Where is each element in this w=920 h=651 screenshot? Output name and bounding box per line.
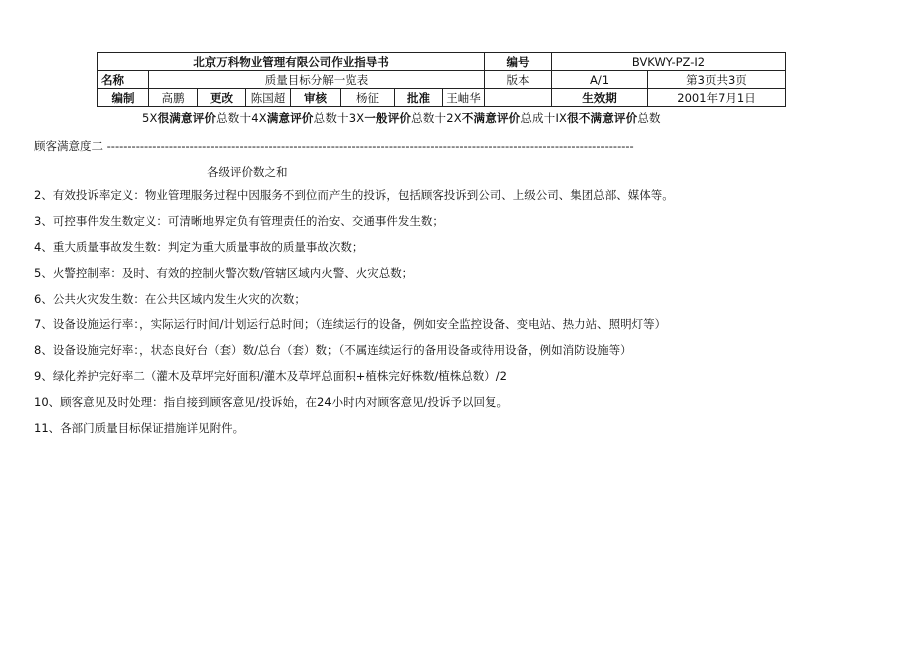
formula-part: 总数十2X — [411, 111, 462, 125]
name-label: 名称 — [98, 71, 149, 89]
code-value: BVKWY-PZ-I2 — [552, 53, 786, 71]
header-row-3 — [98, 89, 786, 107]
definitions-list — [34, 188, 894, 447]
approve-label: 批准 — [395, 89, 443, 107]
formula-bold: 不满意评价 — [461, 111, 521, 125]
effective-value: 2001年7月1日 — [648, 89, 786, 107]
approve-value: 王岫华 — [443, 89, 485, 107]
list-item: 3、可控事件发生数定义：可清晰地界定负有管理责任的治安、交通事件发生数； — [34, 213, 444, 228]
review-value: 杨征 — [341, 89, 395, 107]
list-item: 7、设备设施运行率：，实际运行时间/计划运行总时间；（连续运行的设备，例如安全监控设备、变电站、热力站、照明灯等） — [34, 317, 667, 332]
effective-label: 生效期 — [552, 89, 648, 107]
formula-part: 5X — [142, 111, 158, 125]
formula-bold: 很满意评价 — [157, 111, 217, 125]
document-header-table — [97, 52, 786, 107]
list-item: 10、顾客意见及时处理：指自接到顾客意见/投诉始，在24小时内对顾客意见/投诉予以回复。 — [34, 395, 509, 410]
code-label: 编号 — [485, 53, 552, 71]
version-value: A/1 — [552, 71, 648, 89]
formula-denominator: 各级评价数之和 — [207, 165, 288, 179]
formula-part: 总数十4X — [216, 111, 267, 125]
name-value: 质量目标分解一览表 — [149, 71, 485, 89]
list-item: 2、有效投诉率定义：物业管理服务过程中因服务不到位而产生的投诉，包括顾客投诉到公司、上级公司、集团总部、媒体等。 — [34, 188, 674, 202]
header-row-2 — [98, 71, 786, 89]
formula-bold: 满意评价 — [266, 111, 314, 125]
list-item: 4、重大质量事故发生数：判定为重大质量事故的质量事故次数； — [34, 239, 364, 254]
review-label: 审核 — [291, 89, 341, 107]
change-value: 陈国超 — [246, 89, 291, 107]
list-item: 6、公共火灾发生数：在公共区域内发生火灾的次数； — [34, 291, 306, 306]
formula-part: 总数 — [637, 111, 661, 125]
doc-title: 北京万科物业管理有限公司作业指导书 — [98, 53, 485, 71]
page-info: 第3页共3页 — [648, 71, 786, 89]
approve-extra — [485, 89, 552, 107]
list-item: 5、火警控制率：及时、有效的控制火警次数/管辖区域内火警、火灾总数； — [34, 265, 414, 280]
formula-bold: 一般评价 — [364, 111, 412, 125]
change-label: 更改 — [198, 89, 246, 107]
header-row-1 — [98, 53, 786, 71]
version-label: 版本 — [485, 71, 552, 89]
list-item: 11、各部门质量目标保证措施详见附件。 — [34, 421, 245, 436]
formula-part: 总成十IX — [520, 111, 568, 125]
satisfaction-line: 顾客满意度二 ------------------------------------------------------------------------------------------------------------------------------- — [34, 139, 634, 153]
formula-part: 总数十3X — [313, 111, 365, 125]
list-item: 9、绿化养护完好率二（灌木及草坪完好面积/灌木及草坪总面积+植株完好株数/植株总数）/2 — [34, 369, 507, 384]
satisfaction-formula-numerator — [142, 110, 782, 126]
author-label: 编制 — [98, 89, 149, 107]
author-value: 高鹏 — [149, 89, 198, 107]
list-item: 8、设备设施完好率：，状态良好台（套）数/总台（套）数；（不属连续运行的备用设备或待用设备，例如消防设施等） — [34, 343, 632, 358]
formula-bold: 很不满意评价 — [567, 111, 638, 125]
